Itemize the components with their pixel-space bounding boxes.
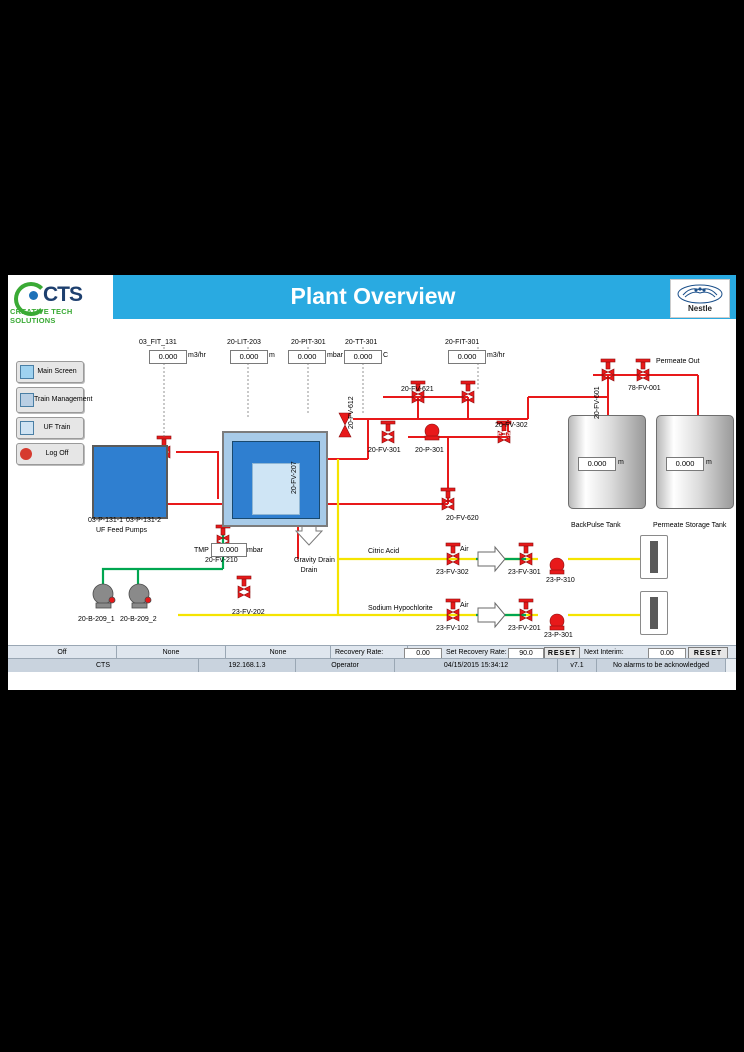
equipment-tag: 20-B-209_2 [120, 616, 157, 623]
valve-symbol [441, 488, 455, 510]
alarm-status: No alarms to be acknowledged [612, 662, 710, 669]
brand-logo [670, 279, 730, 318]
hmi-application [8, 275, 736, 690]
instrument-value[interactable]: 0.000 [344, 350, 382, 364]
app-header [8, 275, 736, 325]
current-user: Operator [296, 659, 395, 672]
equipment-tag: 23-P-301 [544, 632, 573, 639]
instrument-tag: 20-PIT-301 [291, 339, 326, 346]
chemical-tote-citric [640, 535, 668, 579]
equipment-tag: 20-FV-301 [368, 447, 401, 454]
next-interim-value: 0.00 [648, 648, 686, 660]
datetime: 04/15/2015 15:34:12 [395, 659, 558, 672]
instrument-value[interactable]: 0.000 [149, 350, 187, 364]
brand-name: Nestle [687, 304, 712, 313]
gravity-drain-label-1: Gravity Drain [294, 557, 335, 564]
train-management-label: Train Management [34, 396, 93, 403]
page-title: Plant Overview [290, 283, 456, 309]
instrument-unit: m3/hr [188, 352, 206, 359]
equipment-tag: 20-FV-612 [348, 396, 355, 429]
permeate-out-label: Permeate Out [656, 358, 700, 365]
equipment-tag: 20-FV-302 [495, 422, 528, 429]
instrument-tag: 20-LIT-203 [227, 339, 261, 346]
valve-symbol [446, 599, 460, 621]
valve-symbol [446, 543, 460, 565]
mode-status: Off [8, 646, 117, 659]
equipment-tag: 20-FV-621 [401, 386, 434, 393]
cts-logo [8, 275, 113, 325]
instrument-unit: m3/hr [487, 352, 505, 359]
ip-address: 192.168.1.3 [199, 659, 296, 672]
process-diagram [8, 319, 736, 645]
instrument-tag: 03_FIT_131 [139, 339, 177, 346]
instrument-value[interactable]: 0.000 [448, 350, 486, 364]
sodium-hypochlorite-label: Sodium Hypochlorite [368, 605, 433, 612]
equipment-tag: 03-P-131-1 [88, 517, 124, 524]
instrument-unit: mbar [327, 352, 343, 359]
company-label: CTS [8, 659, 199, 672]
tote-body [650, 597, 658, 629]
pump-symbols [105, 424, 564, 630]
next-interim-label: Next Interim: [584, 649, 624, 656]
logo-text: CTS [43, 283, 82, 306]
valve-symbol [601, 359, 615, 381]
gravity-drain-label-2: Drain [300, 567, 318, 574]
uf-train-label: UF Train [43, 424, 71, 431]
equipment-tag: 20-P-301 [415, 447, 444, 454]
equipment-tag: 20-FV-620 [446, 515, 479, 522]
recovery-rate-label: Recovery Rate: [331, 646, 408, 659]
equipment-tag: 20-FV-601 [594, 386, 601, 419]
tmp-value[interactable]: 0.000 [211, 543, 247, 557]
valve-symbol [381, 421, 395, 443]
reset-recovery-button[interactable]: RESET [544, 647, 580, 660]
alarm-scrollbar[interactable] [725, 659, 736, 672]
equipment-tag: 23-FV-201 [508, 625, 541, 632]
uf-feed-pumps-caption: UF Feed Pumps [96, 527, 147, 534]
instrument-value[interactable]: 0.000 [230, 350, 268, 364]
uf-feed-tank [92, 445, 168, 519]
status-bar-secondary [8, 658, 736, 672]
log-off-label: Log Off [45, 450, 69, 457]
tmp-unit: mbar [247, 547, 263, 554]
equipment-tag: 23-P-310 [546, 577, 575, 584]
instrument-tag: 20-TT-301 [345, 339, 378, 346]
valve-symbol [519, 543, 533, 565]
instrument-value[interactable]: 0.000 [288, 350, 326, 364]
equipment-tag: 20-FV-210 [205, 557, 238, 564]
blower-symbols [93, 584, 151, 608]
valve-symbol [519, 599, 533, 621]
version-label: v7.1 [558, 659, 597, 672]
reset-interim-button[interactable]: RESET [688, 647, 728, 660]
permeate-level-value[interactable]: 0.000 [666, 457, 704, 471]
air-label: Air [460, 602, 469, 609]
equipment-tag: 23-FV-301 [508, 569, 541, 576]
equipment-tag: 20-FV-207 [291, 461, 298, 494]
main-screen-label: Main Screen [37, 368, 77, 375]
instrument-unit: m [269, 352, 275, 359]
instrument-unit: C [383, 352, 389, 359]
set-recovery-rate-label: Set Recovery Rate: [446, 649, 507, 656]
valve-symbol [636, 359, 650, 381]
alarm-slot-1: None [117, 646, 226, 659]
permeate-tank-caption: Permeate Storage Tank [653, 522, 727, 529]
equipment-tag: 03-P-131-2 [126, 517, 162, 524]
logo-tagline: CREATIVE TECH SOLUTIONS [10, 307, 73, 325]
membrane-tank-label: Membrane Tank [467, 431, 519, 438]
equipment-tag: 23-FV-302 [436, 569, 469, 576]
instrument-tag: 20-FIT-301 [445, 339, 480, 346]
recovery-rate-value: 0.00 [404, 648, 442, 660]
backpulse-level-value[interactable]: 0.000 [578, 457, 616, 471]
backpulse-level-unit: m [618, 459, 624, 466]
citric-acid-label: Citric Acid [368, 548, 400, 555]
air-label: Air [460, 546, 469, 553]
equipment-tag: 20-B-209_1 [78, 616, 115, 623]
equipment-tag: 23-FV-102 [436, 625, 469, 632]
set-recovery-rate-input[interactable]: 90.0 [508, 648, 544, 660]
equipment-tag: 23-FV-202 [232, 609, 265, 616]
valve-symbol [461, 381, 475, 403]
status-bar-primary [8, 645, 736, 659]
backpulse-tank-caption: BackPulse Tank [571, 522, 621, 529]
valve-symbol [237, 576, 251, 598]
tote-body [650, 541, 658, 573]
permeate-level-unit: m [706, 459, 712, 466]
logo-dot-icon [29, 291, 38, 300]
alarm-slot-2: None [226, 646, 331, 659]
equipment-tag: 78-FV-001 [628, 385, 661, 392]
chemical-tote-hypo [640, 591, 668, 635]
tmp-label: TMP [194, 547, 209, 554]
nest-icon [675, 282, 725, 304]
